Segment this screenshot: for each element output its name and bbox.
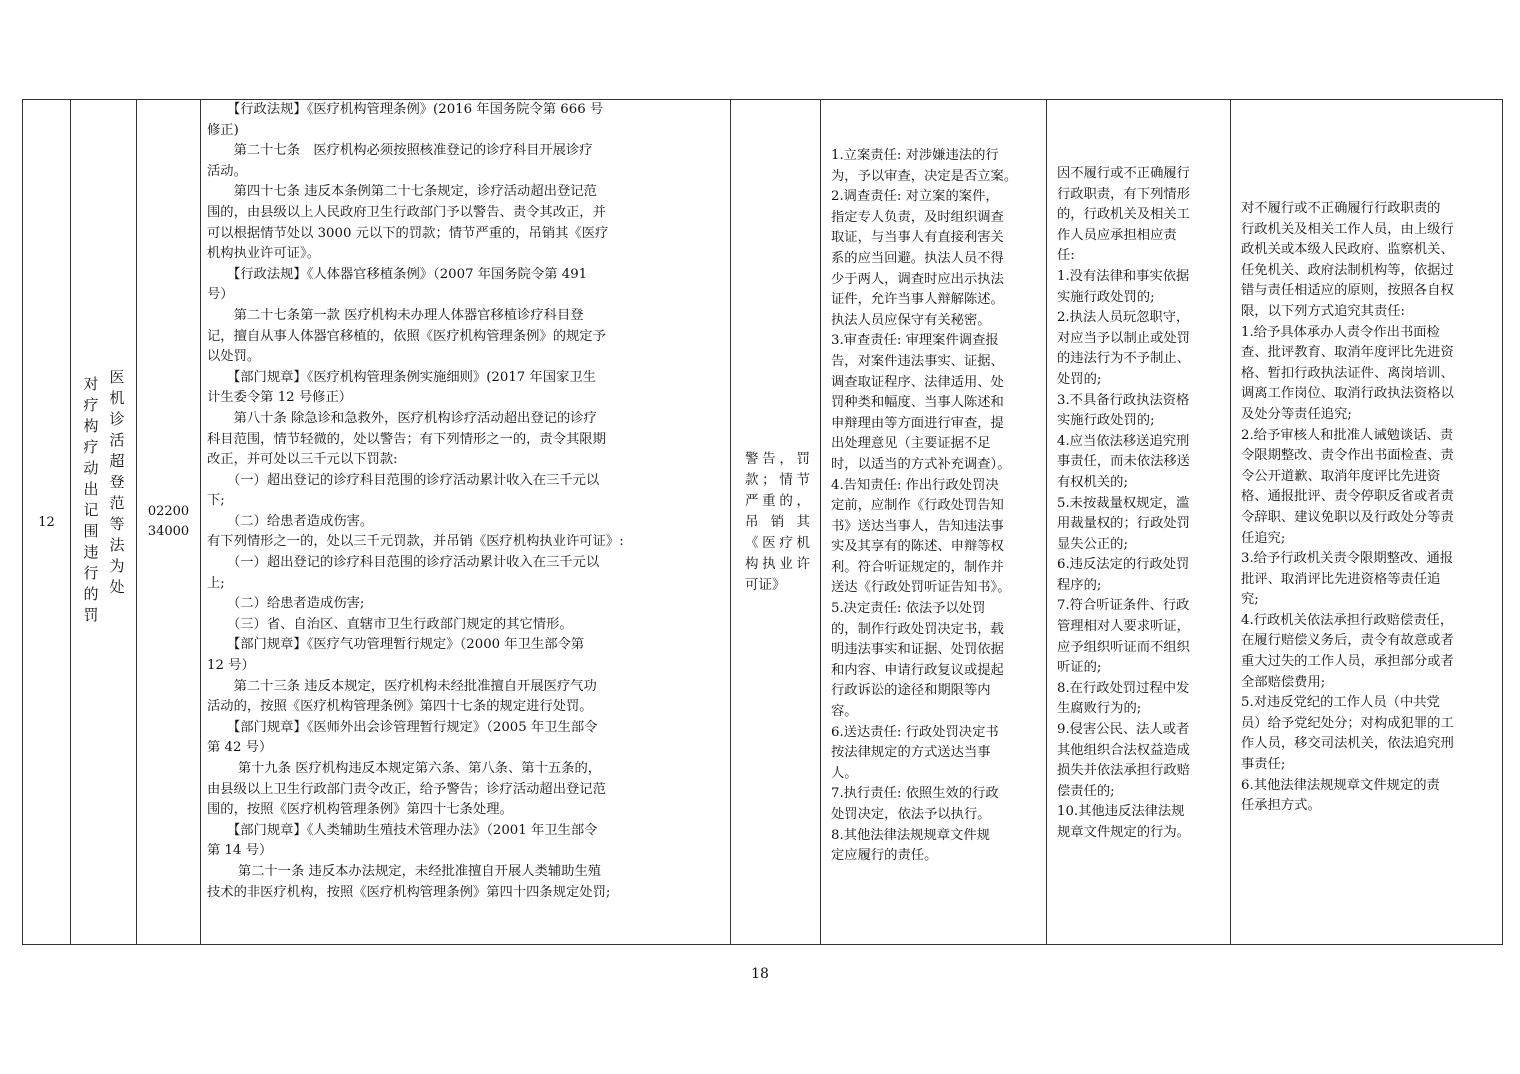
legal-basis-line: 记，擅自从事人体器官移植的，依照《医疗机构管理条例》的规定予 — [207, 328, 606, 344]
legal-basis-line: 围的，由县级以上人民政府卫生行政部门予以警告、责令其改正，并 — [207, 204, 606, 220]
responsibility-line: 按法律规定的方式送达当事 — [831, 745, 991, 761]
legal-basis-line: 活动的，按照《医疗机构管理条例》第四十七条的规定进行处罚。 — [207, 699, 593, 715]
accountability-text — [1241, 199, 1494, 817]
responsibility-line: 3.审查责任: 审理案件调查报 — [831, 333, 999, 349]
accountability-line: 作人员，移交司法机关，依法追究刑 — [1241, 736, 1454, 752]
legal-basis-line: 技术的非医疗机构，按照《医疗机构管理条例》第四十四条规定处罚; — [207, 884, 611, 900]
responsibility-line: 出处理意见（主要证据不足 — [831, 436, 991, 452]
legal-basis-cell — [201, 100, 731, 945]
liability-situation-line: 管理相对人要求听证， — [1057, 619, 1190, 635]
responsibility-line: 证件，允许当事人辩解陈述。 — [831, 292, 1004, 308]
accountability-line: 行政机关及相关工作人员，由上级行 — [1241, 221, 1454, 237]
legal-basis-line: 下; — [207, 493, 225, 509]
accountability-line: 事责任; — [1241, 757, 1286, 773]
responsibility-line: 实及其享有的陈述、申辩等权 — [831, 539, 1004, 555]
accountability-line: 限，以下列方式追究其责任: — [1241, 303, 1406, 319]
legal-basis-line: 12 号） — [207, 658, 255, 674]
legal-basis-line: 以处罚。 — [207, 349, 261, 365]
legal-basis-line: （二）给患者造成伤害。 — [207, 513, 374, 529]
accountability-cell — [1231, 100, 1503, 945]
responsibility-line: 定前，应制作《行政处罚告知 — [831, 498, 1004, 514]
liability-situation-line: 事责任，而未依法移送 — [1057, 454, 1190, 470]
accountability-line: 格、通报批评、责令停职反省或者责 — [1241, 489, 1454, 505]
page-number: 18 — [751, 966, 769, 982]
item-number-cell — [23, 100, 71, 945]
liability-situation-line: 处罚的; — [1057, 371, 1102, 387]
accountability-line: 任追究; — [1241, 530, 1286, 546]
legal-basis-line: 【行政法规】《人体器官移植条例》（2007 年国务院令第 491 — [207, 266, 588, 282]
legal-basis-line: 由县级以上卫生行政部门责令改正，给予警告；诊疗活动超出登记范 — [207, 781, 606, 797]
responsibility-line: 4.告知责任: 作出行政处罚决 — [831, 477, 999, 493]
legal-basis-line: 科目范围，情节轻微的，处以警告；有下列情形之一的，责令其限期 — [207, 431, 606, 447]
liability-situation-line: 行政职责，有下列情形 — [1057, 186, 1190, 202]
responsibility-line: 5.决定责任: 依法予以处罚 — [831, 601, 986, 617]
responsibility-line: 处罚决定，依法予以执行。 — [831, 807, 991, 822]
responsibility-line: 申辩理由等方面进行审查，提 — [831, 415, 1004, 431]
accountability-line: 令辞职、建议免职以及行政处分等责 — [1241, 509, 1454, 525]
liability-situation-line: 6.违反法定的行政处罚 — [1057, 557, 1190, 573]
liability-situation-line: 1.没有法律和事实依据 — [1057, 268, 1190, 284]
accountability-line: 错与责任相适应的原则，按照各自权 — [1241, 283, 1454, 299]
liability-situation-line: 对应当予以制止或处罚 — [1057, 330, 1190, 346]
legal-basis-line: （三）省、自治区、直辖市卫生行政部门规定的其它情形。 — [207, 616, 573, 632]
responsibility-text — [831, 146, 1040, 867]
accountability-line: 重大过失的工作人员，承担部分或者 — [1241, 654, 1454, 670]
responsibility-line: 书》送达当事人，告知违法事 — [831, 518, 1004, 534]
legal-basis-line: 修正) — [207, 122, 239, 138]
accountability-line: 究; — [1241, 592, 1259, 608]
legal-basis-line: 有下列情形之一的，处以三千元罚款，并吊销《医疗机构执业许可证》: — [207, 534, 624, 550]
accountability-line: 政机关或本级人民政府、监察机关、 — [1241, 242, 1454, 258]
responsibility-line: 送达《行政处罚听证告知书》。 — [831, 580, 1011, 596]
accountability-line: 任免机关、政府法制机构等，依据过 — [1241, 262, 1454, 278]
liability-situation-line: 应予组织听证而不组织 — [1057, 639, 1190, 655]
legal-basis-line: （二）给患者造成伤害; — [207, 596, 365, 612]
responsibility-line: 定应履行的责任。 — [831, 848, 938, 864]
responsibility-cell — [821, 100, 1047, 945]
legal-basis-line: 第二十一条 违反本办法规定，未经批准擅自开展人类辅助生殖 — [207, 863, 602, 879]
responsibility-line: 7.执行责任: 依照生效的行政 — [831, 786, 999, 802]
legal-basis-line: 上; — [207, 575, 225, 591]
legal-basis-text — [207, 100, 724, 903]
liability-situation-line: 9.侵害公民、法人或者 — [1057, 722, 1190, 738]
legal-basis-line: 机构执业许可证》。 — [207, 246, 321, 262]
responsibility-line: 少于两人，调查时应出示执法 — [831, 271, 1004, 287]
liability-situation-line: 听证的; — [1057, 660, 1102, 676]
accountability-line: 令限期整改、责令作出书面检查、责 — [1241, 448, 1454, 464]
liability-situation-line: 实施行政处罚的; — [1057, 289, 1155, 305]
legal-basis-line: 围的，按照《医疗机构管理条例》第四十七条处理。 — [207, 802, 513, 818]
legal-basis-line: 第二十七条 医疗机构必须按照核准登记的诊疗科目开展诊疗 — [207, 143, 593, 159]
liability-situation-line: 8.在行政处罚过程中发 — [1057, 680, 1190, 696]
responsibility-line: 罚种类和幅度、当事人陈述和 — [831, 395, 1004, 411]
accountability-line: 及处分等责任追究; — [1241, 406, 1352, 422]
liability-situation-line: 因不履行或不正确履行 — [1057, 166, 1190, 181]
accountability-line: 4.行政机关依法承担行政赔偿责任， — [1241, 612, 1454, 628]
responsibility-line: 和内容、申请行政复议或提起 — [831, 662, 1004, 678]
legal-basis-line: 第二十三条 违反本规定，医疗机构未经批准擅自开展医疗气功 — [207, 678, 597, 694]
accountability-line: 任承担方式。 — [1241, 798, 1321, 814]
accountability-line: 令公开道歉、取消年度评比先进资 — [1241, 468, 1441, 484]
legal-basis-line: 【部门规章】《医师外出会诊管理暂行规定》（2005 年卫生部令 — [207, 719, 598, 735]
accountability-line: 对不履行或不正确履行行政职责的 — [1241, 201, 1441, 216]
liability-situation-line: 任: — [1057, 248, 1075, 264]
liability-situation-text — [1057, 164, 1222, 844]
responsibility-line: 人。 — [831, 765, 858, 781]
accountability-line: 格、暂扣行政执法证件、离岗培训、 — [1241, 365, 1454, 381]
accountability-line: 员）给予党纪处分；对构成犯罪的工 — [1241, 715, 1454, 731]
accountability-line: 全部赔偿费用; — [1241, 674, 1326, 690]
liability-situation-line: 作人员应承担相应责 — [1057, 227, 1177, 243]
table-row — [23, 100, 1503, 945]
accountability-line: 查、批评教育、取消年度评比先进资 — [1241, 345, 1454, 361]
responsibility-line: 6.送达责任: 行政处罚决定书 — [831, 724, 999, 740]
legal-basis-line: 【部门规章】《医疗机构管理条例实施细则》(2017 年国家卫生 — [207, 369, 596, 385]
responsibility-line: 利。符合听证规定的，制作并 — [831, 559, 1004, 575]
liability-situation-line: 偿责任的; — [1057, 783, 1115, 799]
liability-situation-line: 其他组织合法权益造成 — [1057, 742, 1190, 758]
item-name-column-1: 对疗构疗动出记围违行的罚 — [81, 376, 100, 628]
accountability-line: 5.对违反党纪的工作人员（中共党 — [1241, 695, 1440, 711]
item-number: 12 — [38, 514, 55, 530]
liability-situation-line: 4.应当依法移送追究刑 — [1057, 433, 1190, 449]
responsibility-line: 取证，与当事人有直接利害关 — [831, 230, 1004, 246]
liability-situation-line: 5.未按裁量权规定，滥 — [1057, 495, 1190, 511]
legal-basis-line: 活动。 — [207, 163, 247, 179]
penalty-type-text: 警告，罚款；情节严重的，吊销其《医疗机构执业许可证》 — [745, 450, 810, 593]
responsibility-line: 调查取证程序、法律适用、处 — [831, 374, 1004, 390]
accountability-line: 在履行赔偿义务后，责令有故意或者 — [1241, 633, 1454, 649]
liability-situation-line: 的，行政机关及相关工 — [1057, 207, 1190, 223]
item-name-column-2: 医机诊活超登范等法为处 — [107, 369, 126, 600]
responsibility-line: 2.调查责任: 对立案的案件， — [831, 189, 999, 205]
liability-situation-line: 生腐败行为的; — [1057, 701, 1142, 717]
item-code-cell — [137, 100, 201, 945]
accountability-line: 批评、取消评比先进资格等责任追 — [1241, 571, 1441, 587]
liability-situation-line: 7.符合听证条件、行政 — [1057, 598, 1190, 614]
legal-basis-line: 计生委令第 12 号修正） — [207, 390, 353, 406]
liability-situation-line: 显失公正的; — [1057, 536, 1128, 552]
liability-situation-line: 3.不具备行政执法资格 — [1057, 392, 1190, 408]
liability-situation-line: 规章文件规定的行为。 — [1057, 825, 1190, 840]
item-name-cell — [71, 100, 137, 945]
legal-basis-line: 第二十七条第一款 医疗机构未办理人体器官移植诊疗科目登 — [207, 307, 584, 323]
item-code-line-2: 34000 — [147, 524, 190, 539]
responsibility-line: 执法人员应保守有关秘密。 — [831, 312, 991, 328]
responsibility-line: 系的应当回避。执法人员不得 — [831, 250, 1004, 266]
liability-situation-line: 10.其他违反法律法规 — [1057, 804, 1185, 820]
legal-basis-line: 【部门规章】《人类辅助生殖技术管理办法》（2001 年卫生部令 — [207, 822, 598, 838]
liability-situation-line: 的违法行为不予制止、 — [1057, 351, 1190, 367]
liability-situation-line: 程序的; — [1057, 577, 1102, 593]
legal-basis-line: （一）超出登记的诊疗科目范围的诊疗活动累计收入在三千元以 — [207, 472, 600, 488]
liability-situation-cell — [1047, 100, 1231, 945]
penalty-type-cell — [731, 100, 821, 945]
legal-basis-line: 【行政法规】《医疗机构管理条例》(2016 年国务院令第 666 号 — [207, 102, 604, 117]
responsibility-line: 行政诉讼的途径和期限等内 — [831, 683, 991, 699]
responsibility-line: 指定专人负责，及时组织调查 — [831, 209, 1004, 225]
liability-situation-line: 损失并依法承担行政赔 — [1057, 763, 1190, 779]
legal-basis-line: 第 14 号） — [207, 843, 273, 859]
liability-situation-line: 有权机关的; — [1057, 474, 1128, 490]
legal-basis-line: 号） — [207, 287, 234, 303]
responsibility-line: 时，以适当的方式补充调查）。 — [831, 456, 1011, 472]
accountability-line: 3.给予行政机关责令限期整改、通报 — [1241, 551, 1454, 567]
responsibility-line: 8.其他法律法规规章文件规 — [831, 827, 990, 843]
item-code-line-1: 02200 — [147, 504, 190, 519]
accountability-line: 6.其他法律法规规章文件规定的责 — [1241, 777, 1440, 793]
legal-basis-line: 第八十条 除急诊和急救外，医疗机构诊疗活动超出登记的诊疗 — [207, 410, 597, 426]
responsibility-line: 告，对案件违法事实、证据、 — [831, 353, 1004, 369]
accountability-line: 1.给予具体承办人责令作出书面检 — [1241, 324, 1440, 340]
legal-basis-line: （一）超出登记的诊疗科目范围的诊疗活动累计收入在三千元以 — [207, 555, 600, 571]
accountability-line: 2.给予审核人和批准人诫勉谈话、责 — [1241, 427, 1454, 443]
legal-basis-line: 第十九条 医疗机构违反本规定第六条、第八条、第十五条的， — [207, 761, 602, 776]
responsibility-line: 为，予以审查，决定是否立案。 — [831, 168, 1018, 184]
legal-basis-line: 第 42 号） — [207, 740, 273, 756]
liability-situation-line: 实施行政处罚的; — [1057, 413, 1155, 429]
legal-basis-line: 可以根据情节处以 3000 元以下的罚款；情节严重的，吊销其《医疗 — [207, 225, 609, 241]
responsibility-line: 的，制作行政处罚决定书，载 — [831, 621, 1004, 637]
responsibility-line: 容。 — [831, 704, 858, 720]
accountability-line: 调离工作岗位、取消行政执法资格以 — [1241, 386, 1454, 402]
legal-basis-line: 【部门规章】《医疗气功管理暂行规定》（2000 年卫生部令第 — [207, 637, 585, 653]
legal-basis-line: 改正，并可处以三千元以下罚款: — [207, 452, 398, 468]
liability-situation-line: 用裁量权的；行政处罚 — [1057, 516, 1190, 532]
liability-situation-line: 2.执法人员玩忽职守， — [1057, 310, 1190, 326]
responsibility-line: 明违法事实和证据、处罚依据 — [831, 642, 1004, 658]
enforcement-item-table — [22, 99, 1503, 945]
legal-basis-line: 第四十七条 违反本条例第二十七条规定，诊疗活动超出登记范 — [207, 184, 597, 200]
responsibility-line: 1.立案责任: 对涉嫌违法的行 — [831, 148, 999, 163]
